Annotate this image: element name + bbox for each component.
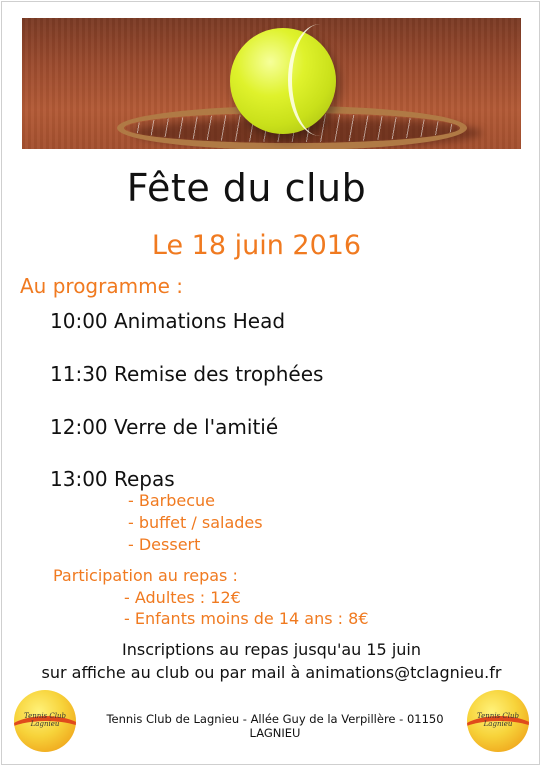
programme-event: 10:00 Animations Head <box>50 309 286 333</box>
logo-lettering: Tennis Club Lagnieu <box>477 712 519 728</box>
price-item: - Adultes : 12€ <box>124 588 241 607</box>
repas-item: - buffet / salades <box>128 513 263 532</box>
header-photo <box>22 18 521 149</box>
programme-heading: Au programme : <box>20 274 183 298</box>
tennis-ball-seam <box>288 24 352 136</box>
repas-item: - Barbecue <box>128 491 215 510</box>
programme-event: 11:30 Remise des trophées <box>50 362 324 386</box>
inscriptions-line: Inscriptions au repas jusqu'au 15 juin <box>122 640 421 659</box>
event-date: Le 18 juin 2016 <box>151 230 362 261</box>
participation-heading: Participation au repas : <box>53 566 238 585</box>
programme-event: 13:00 Repas <box>50 467 175 491</box>
repas-item: - Dessert <box>128 535 201 554</box>
tennis-ball <box>230 28 336 134</box>
page-title: Fête du club <box>126 166 367 210</box>
programme-event: 12:00 Verre de l'amitié <box>50 415 279 439</box>
inscriptions-line: sur affiche au club ou par mail à animations@tclagnieu.fr <box>41 663 502 682</box>
price-item: - Enfants moins de 14 ans : 8€ <box>124 609 369 628</box>
club-logo-right <box>467 690 529 752</box>
logo-lettering: Tennis Club Lagnieu <box>24 712 66 728</box>
club-logo-left <box>14 690 76 752</box>
footer-address: Tennis Club de Lagnieu - Allée Guy de la Verpillère - 01150 LAGNIEU <box>106 712 444 740</box>
